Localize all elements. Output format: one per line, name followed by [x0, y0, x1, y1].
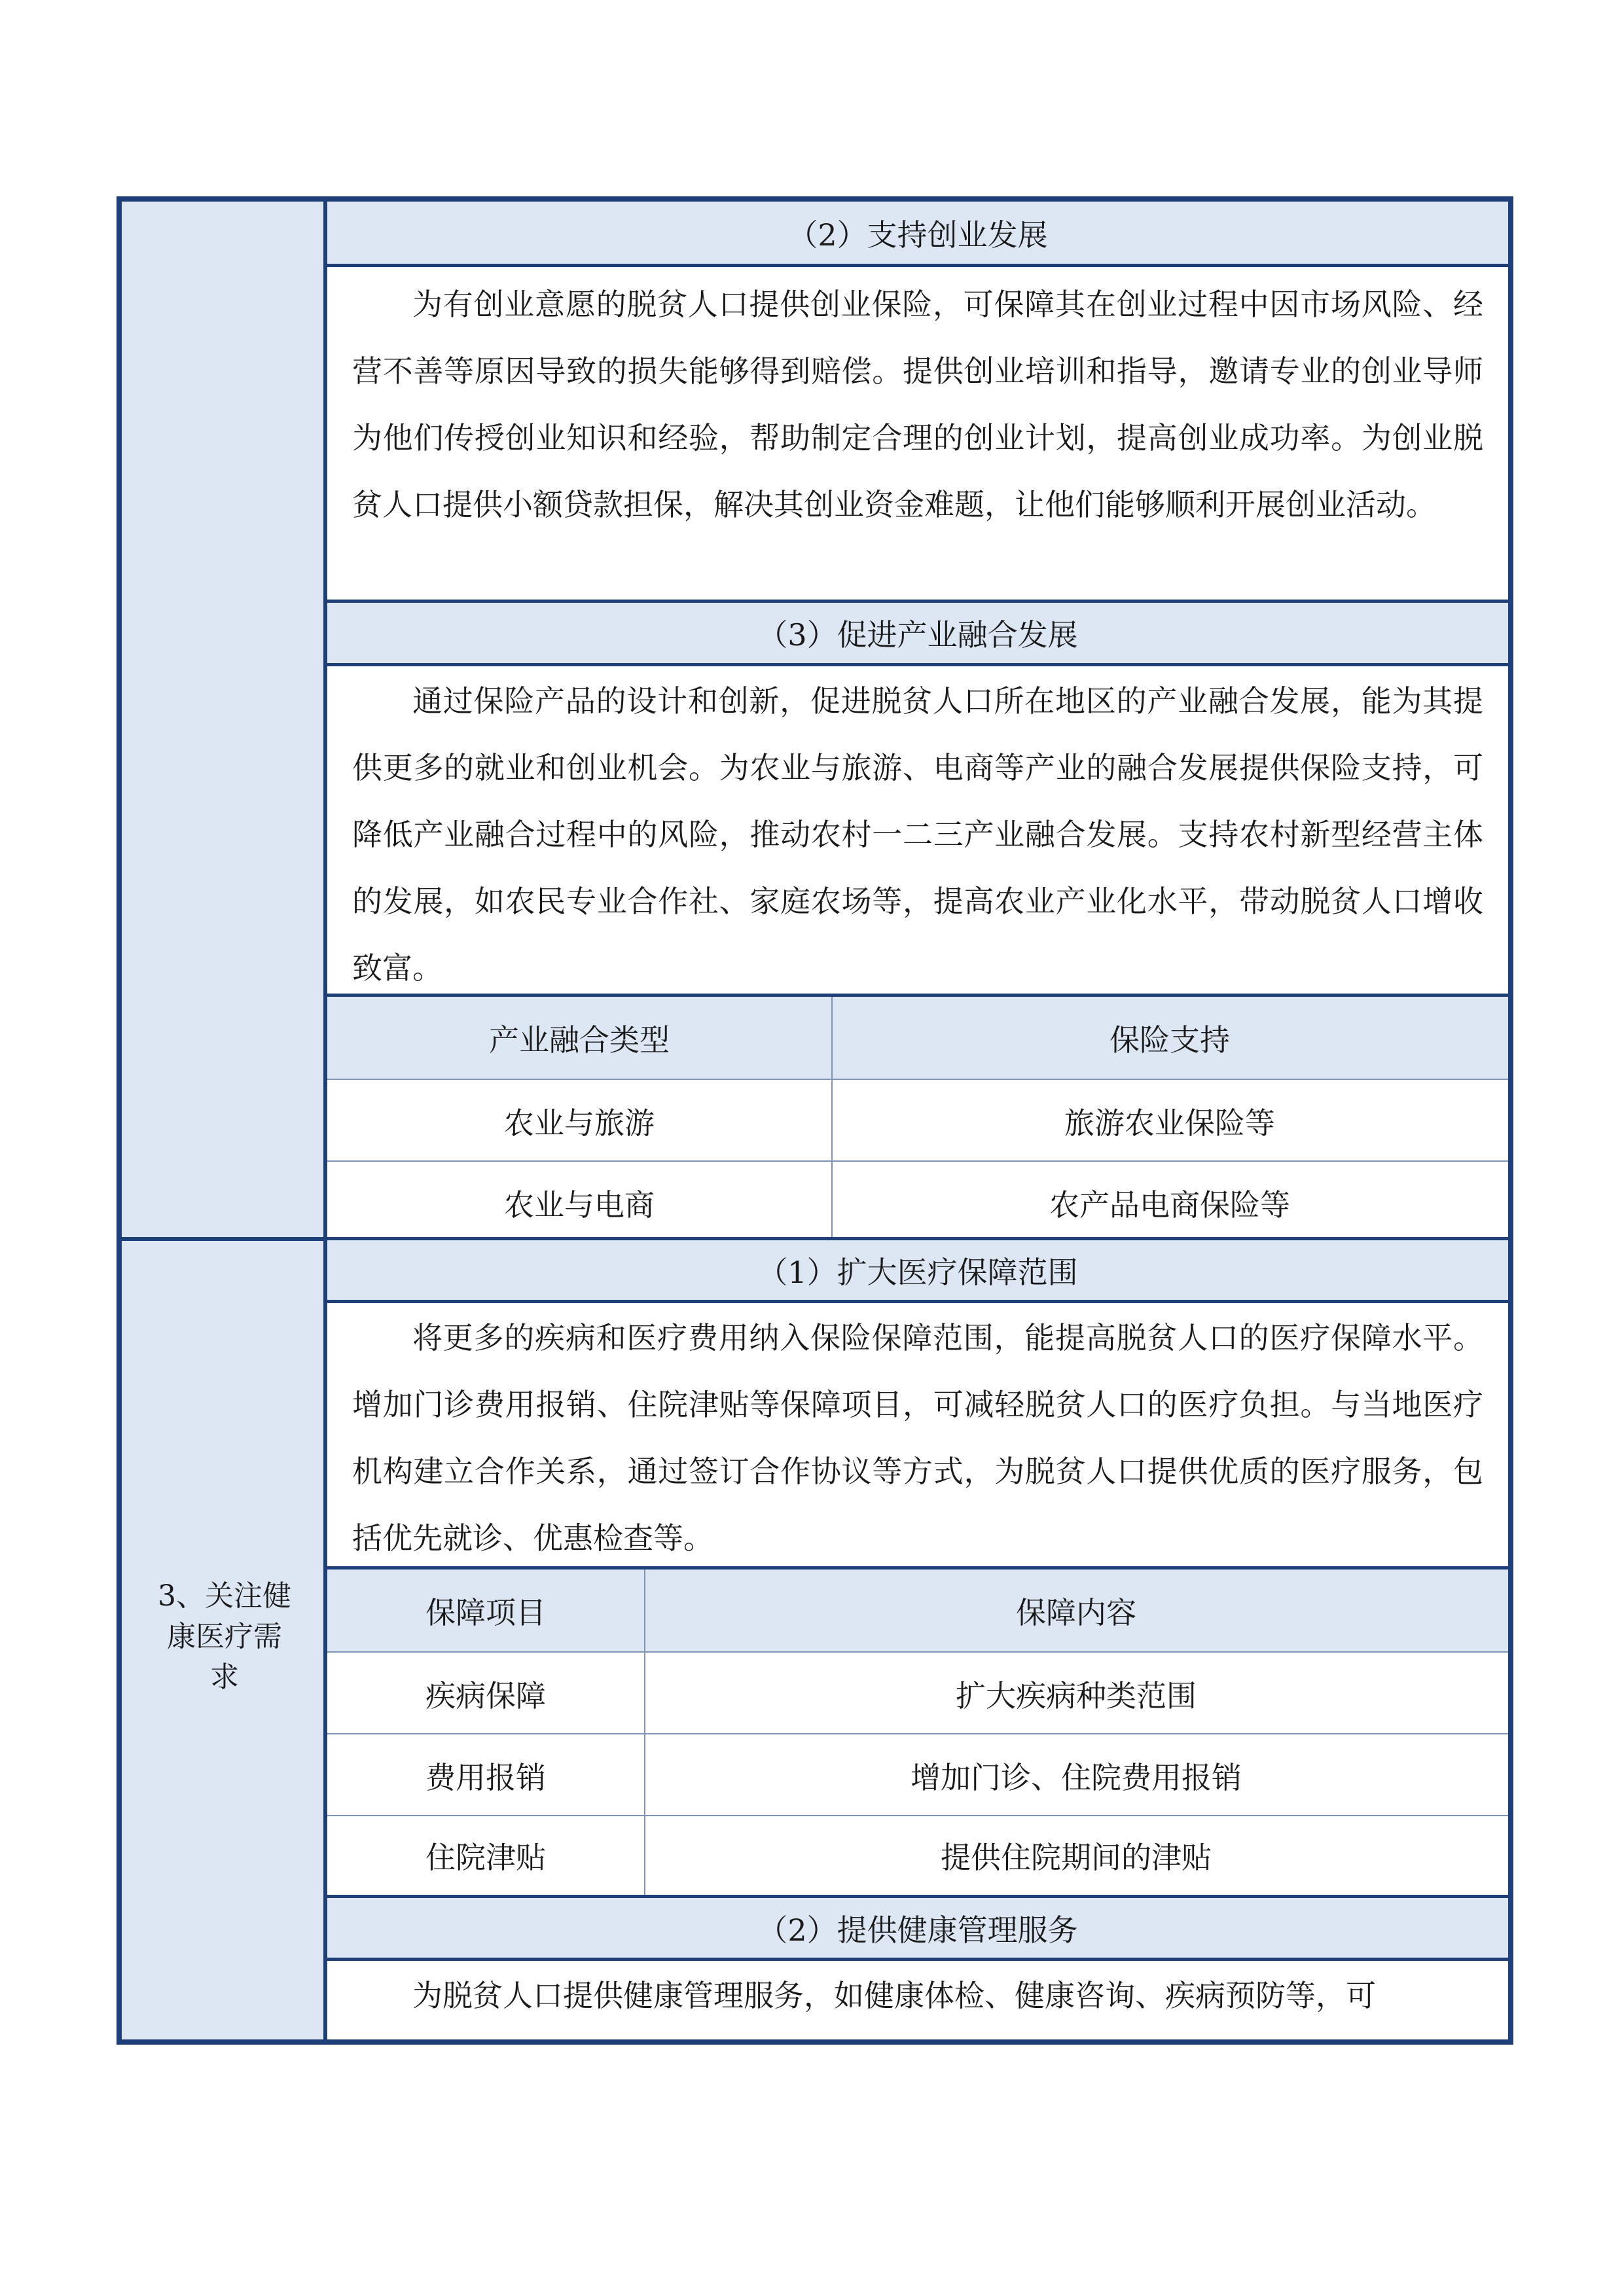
paragraph-medical-coverage: 将更多的疾病和医疗费用纳入保险保障范围，能提高脱贫人口的医疗保障水平。增加门诊费用报销、住院津贴等保障项目，可减轻脱贫人口的医疗负担。与当地医疗机构建立合作关系，通过签订合作协议等方式，为脱贫人口提供优质的医疗服务，包括优先就诊、优惠检查等。	[352, 1320, 1483, 1556]
table-cell: 农产品电商保险等	[1049, 1187, 1290, 1223]
table-row	[327, 1653, 1508, 1734]
table-cell: 费用报销	[425, 1759, 546, 1795]
table-header-row	[327, 1570, 1508, 1651]
section-header-medical-coverage: （1）扩大医疗保障范围	[327, 1240, 1508, 1300]
table-cell: 旅游农业保险等	[1064, 1105, 1275, 1141]
table-header-row	[327, 997, 1508, 1079]
divider	[327, 1958, 1508, 1961]
table-cell: 提供住院期间的津贴	[941, 1840, 1212, 1875]
paragraph-entrepreneurship: 为有创业意愿的脱贫人口提供创业保险，可保障其在创业过程中因市场风险、经营不善等原因导致的损失能够得到赔偿。提供创业培训和指导，邀请专业的创业导师为他们传授创业知识和经验，帮助制定合理的创业计划，提高创业成功率。为创业脱贫人口提供小额贷款担保，解决其创业资金难题，让他们能够顺利开展创业活动。	[352, 287, 1483, 522]
coverage-table	[327, 1570, 1508, 1895]
category-label-health: 3、关注健 康医疗需 求	[158, 1579, 291, 1694]
content-table	[117, 196, 1513, 2045]
table-cell: 农业与电商	[504, 1187, 655, 1223]
paragraph-health-management: 为脱贫人口提供健康管理服务，如健康体检、健康咨询、疾病预防等，可	[412, 1978, 1376, 2013]
table-row	[327, 1734, 1508, 1816]
category-column	[122, 202, 327, 2039]
table-header-cell: 产业融合类型	[489, 1022, 670, 1058]
divider	[327, 264, 1508, 267]
table-cell: 扩大疾病种类范围	[956, 1677, 1197, 1713]
content-column	[327, 202, 1508, 2039]
table-row	[327, 1162, 1508, 1244]
table-cell: 疾病保障	[425, 1677, 546, 1713]
section-header-industry-integration: （3）促进产业融合发展	[327, 603, 1508, 663]
section-header-entrepreneurship: （2）支持创业发展	[327, 202, 1508, 264]
table-row	[327, 1816, 1508, 1895]
paragraph-industry-integration: 通过保险产品的设计和创新，促进脱贫人口所在地区的产业融合发展，能为其提供更多的就业和创业机会。为农业与旅游、电商等产业的融合发展提供保险支持，可降低产业融合过程中的风险，推动农村一二三产业融合发展。支持农村新型经营主体的发展，如农民专业合作社、家庭农场等，提高农业产业化水平，带动脱贫人口增收致富。	[352, 683, 1483, 986]
table-row	[327, 1080, 1508, 1162]
category-divider	[122, 1237, 327, 1241]
table-cell: 增加门诊、住院费用报销	[911, 1759, 1242, 1795]
table-cell: 农业与旅游	[504, 1105, 655, 1141]
table-header-cell: 保险支持	[1110, 1022, 1230, 1058]
section-header-health-management: （2）提供健康管理服务	[327, 1898, 1508, 1958]
column-divider	[644, 1570, 645, 1895]
table-header-cell: 保障内容	[1016, 1594, 1136, 1630]
table-cell: 住院津贴	[425, 1840, 546, 1875]
column-divider	[831, 997, 833, 1237]
divider	[327, 663, 1508, 666]
industry-table	[327, 997, 1508, 1237]
divider	[327, 1300, 1508, 1303]
table-header-cell: 保障项目	[425, 1594, 546, 1630]
